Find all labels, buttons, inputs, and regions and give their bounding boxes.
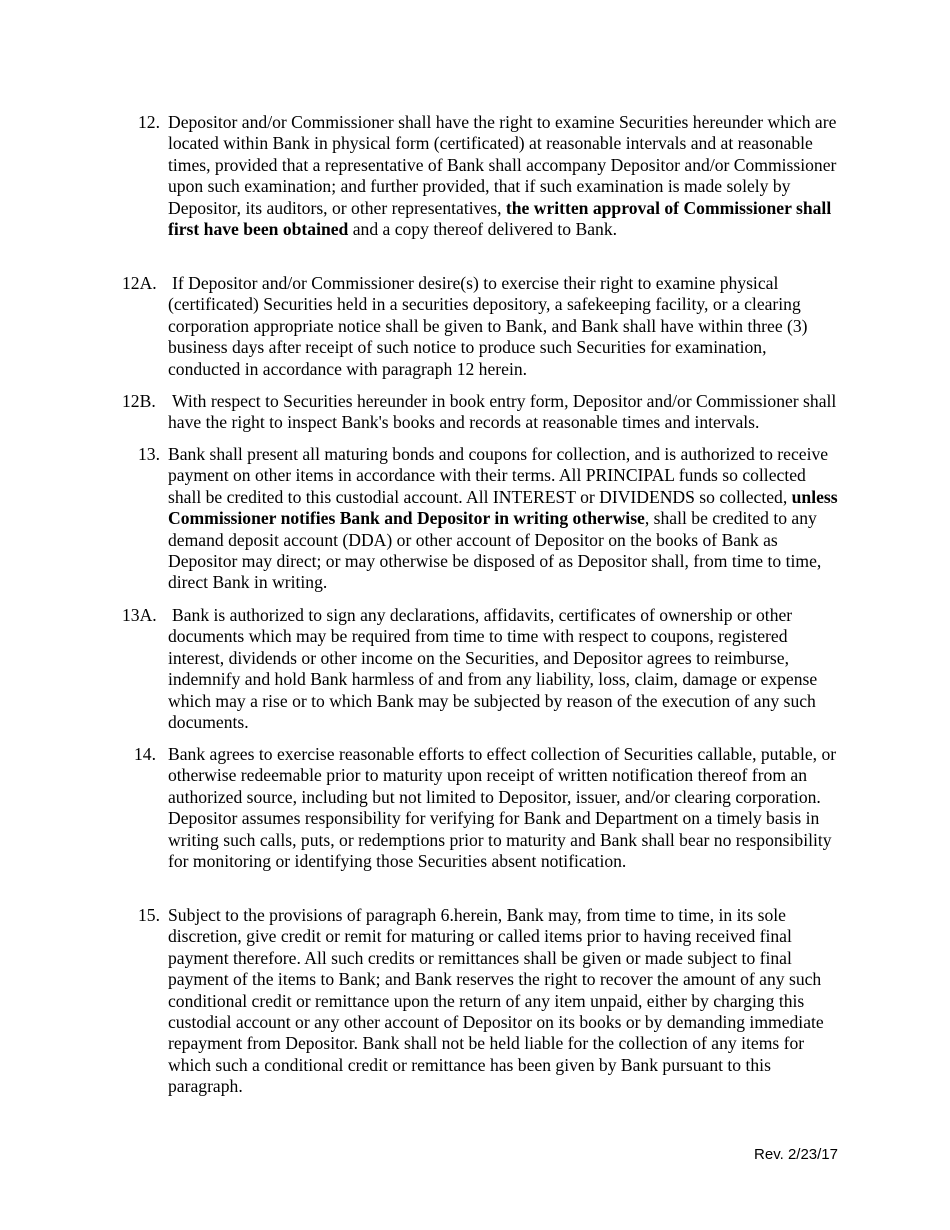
paragraph-13a xyxy=(120,605,840,733)
paragraph-text-segment: Bank shall present all maturing bonds and coupons for collection, and is authorized to receive payment on other items in accordance with their terms. All PRINCIPAL funds so collected shall be credited to this custodial account. All INTEREST or DIVIDENDS so collected, xyxy=(168,444,829,507)
revision-footer: Rev. 2/23/17 xyxy=(754,1146,838,1163)
paragraph-12b xyxy=(120,391,840,434)
paragraph-number: 12B. xyxy=(122,391,156,411)
paragraph-text-segment: Bank agrees to exercise reasonable efforts to effect collection of Securities callable, putable, or otherwise redeemable prior to maturity upon receipt of written notification thereof from an authorized source, including but not limited to Depositor, issuer, and/or clearing corporation. Depositor assumes responsibility for verifying for Bank and Department on a timely basis in writing such calls, puts, or redemptions prior to maturity and Bank shall bear no responsibility for monitoring or identifying those Securities absent notification. xyxy=(168,744,837,872)
paragraph-text-segment: Bank is authorized to sign any declarations, affidavits, certificates of ownership or other documents which may be required from time to time with respect to coupons, registered interest, dividends or other income on the Securities, and Depositor agrees to reimburse, indemnify and hold Bank harmless of and from any liability, loss, claim, damage or expense which may a rise or to which Bank may be subjected by reason of the execution of any such documents. xyxy=(168,605,818,733)
paragraph-number: 12A. xyxy=(122,273,157,293)
paragraph-text xyxy=(168,112,840,240)
paragraph-12 xyxy=(120,112,840,240)
paragraph-text-segment: , shall be credited to any demand deposit account (DDA) or other account of Depositor on the books of Bank as Depositor may direct; or may otherwise be disposed of as Depositor shall, from time to time, direct Bank in writing. xyxy=(168,508,822,593)
paragraph-text-segment: Subject to the provisions of paragraph 6.herein, Bank may, from time to time, in its sole discretion, give credit or remit for maturing or called items prior to having received final payment therefore. All such credits or remittances shall be given or made subject to final payment of the items to Bank; and Bank reserves the right to recover the amount of any such conditional credit or remittance upon the return of any item unpaid, either by charging this custodial account or any other account of Depositor on its books or by demanding immediate repayment from Depositor. Bank shall not be held liable for the collection of any items for which such a conditional credit or remittance has been given by Bank pursuant to this paragraph. xyxy=(168,905,824,1097)
paragraph-number: 12. xyxy=(138,112,160,132)
paragraph-number: 14. xyxy=(134,744,156,764)
paragraph-number: 13. xyxy=(138,444,160,464)
paragraph-text xyxy=(168,391,840,434)
paragraph-12a xyxy=(120,273,840,380)
paragraph-text-segment: and a copy thereof delivered to Bank. xyxy=(348,219,618,240)
paragraph-text xyxy=(168,905,840,1098)
paragraph-text-segment: With respect to Securities hereunder in book entry form, Depositor and/or Commissioner shall have the right to inspect Bank's books and records at reasonable times and intervals. xyxy=(168,391,837,433)
paragraph-number: 13A. xyxy=(122,605,157,625)
paragraph-number: 15. xyxy=(138,905,160,925)
paragraph-14 xyxy=(120,744,840,872)
paragraph-text xyxy=(168,605,840,733)
paragraph-13 xyxy=(120,444,840,594)
paragraph-text xyxy=(168,444,840,594)
paragraph-text xyxy=(168,273,840,380)
paragraph-15 xyxy=(120,905,840,1098)
paragraph-bold-segment: the written approval of Commissioner shall first have been obtained xyxy=(168,197,832,240)
paragraph-text xyxy=(168,744,840,872)
paragraph-text-segment: If Depositor and/or Commissioner desire(s) to exercise their right to examine physical (certificated) Securities held in a securities depository, a safekeeping facility, or a clearing corporation appropriate notice shall be given to Bank, and Bank shall have within three (3) business days after receipt of such notice to produce such Securities for examination, conducted in accordance with paragraph 12 herein. xyxy=(168,273,808,379)
paragraph-text-segment: Depositor and/or Commissioner shall have the right to examine Securities hereunder which are located within Bank in physical form (certificated) at reasonable intervals and at reasonable times, provided that a representative of Bank shall accompany Depositor and/or Commissioner upon such examination; and further provided, that if such examination is made solely by Depositor, its auditors, or other representatives, xyxy=(168,112,837,218)
paragraph-bold-segment: unless Commissioner notifies Bank and Depositor in writing otherwise xyxy=(168,486,838,529)
